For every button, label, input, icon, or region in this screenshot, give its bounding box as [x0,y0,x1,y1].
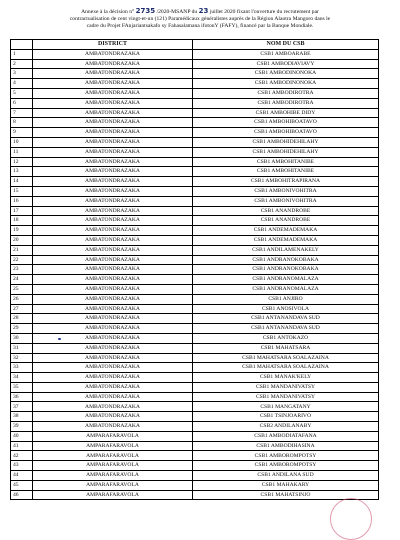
row-csb-name: CSB1 MAHATSARA [193,343,379,353]
decision-day: 23 [198,7,209,15]
row-index: 29 [11,324,33,334]
header-line-2: contractualisation de cent vingt-et-un (121) Paramédicaux généralistes auprès de la Région Alaotra Mangoro dans le [69,16,331,23]
row-csb-name: CSB1 AMBODIHASINA [193,441,379,451]
row-district: AMBATONDRAZAKA [33,196,193,206]
row-district: AMPARAFARAVOLA [33,431,193,441]
row-district: AMBATONDRAZAKA [33,245,193,255]
row-csb-name: CSB1 AMBONIVOHITRA [193,186,379,196]
column-header-index [11,40,33,50]
header-prefix: Annexe à la décision n° [81,9,135,15]
row-district: AMBATONDRAZAKA [33,79,193,89]
row-csb-name: CSB1 MANAK'KELY [193,373,379,383]
table-row [11,235,379,245]
row-csb-name: CSB1 ANTOKAZO [193,333,379,343]
row-index: 4 [11,79,33,89]
row-district: AMBATONDRAZAKA [33,216,193,226]
row-csb-name: CSB1 AMBODIROTRA [193,98,379,108]
row-index: 44 [11,471,33,481]
row-csb-name: CSB1 AMBOHITANIBE [193,167,379,177]
table-row [11,245,379,255]
row-district: AMBATONDRAZAKA [33,284,193,294]
table-row [11,157,379,167]
row-csb-name: CSB1 ANJIRO [193,294,379,304]
csb-table [10,39,379,500]
row-district: AMBATONDRAZAKA [33,304,193,314]
table-row [11,128,379,138]
document-header [10,8,390,31]
row-index: 30 [11,333,33,343]
row-district: AMBATONDRAZAKA [33,392,193,402]
row-district: AMBATONDRAZAKA [33,363,193,373]
row-district: AMPARAFARAVOLA [33,480,193,490]
header-line-3: cadre du Projet FAnjariantsakafo sy Fahasalamana ifotonY (FAFY), financé par la Banque Mondiale. [86,23,314,30]
row-csb-name: CSB1 AMBOHIDEHILAHY [193,147,379,157]
row-district: AMBATONDRAZAKA [33,314,193,324]
row-csb-name: CSB1 AMBOARABE [193,49,379,59]
row-index: 33 [11,363,33,373]
row-district: AMPARAFARAVOLA [33,461,193,471]
header-line-1 [10,8,390,16]
row-index: 31 [11,343,33,353]
row-index: 19 [11,226,33,236]
table-row [11,177,379,187]
row-district: AMBATONDRAZAKA [33,255,193,265]
table-row [11,304,379,314]
row-district: AMBATONDRAZAKA [33,167,193,177]
table-body [11,49,379,500]
row-district: AMBATONDRAZAKA [33,294,193,304]
ink-mark [58,338,61,340]
table-row [11,265,379,275]
table-row [11,167,379,177]
row-index: 37 [11,402,33,412]
table-row [11,275,379,285]
row-district: AMBATONDRAZAKA [33,382,193,392]
row-index: 26 [11,294,33,304]
header-mid: /2020-MSANP du [156,9,198,15]
row-district: AMBATONDRAZAKA [33,49,193,59]
row-csb-name: CSB1 ANANDROBE [193,206,379,216]
table-row [11,402,379,412]
table-row [11,69,379,79]
stamp-seal [330,498,372,540]
row-index: 11 [11,147,33,157]
row-index: 12 [11,157,33,167]
row-district: AMBATONDRAZAKA [33,177,193,187]
row-index: 40 [11,431,33,441]
row-district: AMBATONDRAZAKA [33,147,193,157]
row-csb-name: CSB1 AMBODIAVIAVY [193,59,379,69]
row-csb-name: CSB1 MANGATANY [193,402,379,412]
table-row [11,118,379,128]
row-district: AMBATONDRAZAKA [33,157,193,167]
row-index: 17 [11,206,33,216]
table-row [11,471,379,481]
row-district: AMBATONDRAZAKA [33,265,193,275]
row-csb-name: CSB1 MAHAKARY [193,480,379,490]
row-index: 6 [11,98,33,108]
row-csb-name: CSB1 ANDRANOKOBAKA [193,255,379,265]
row-district: AMBATONDRAZAKA [33,412,193,422]
table-row [11,373,379,383]
table-row [11,382,379,392]
row-index: 3 [11,69,33,79]
row-index: 1 [11,49,33,59]
row-csb-name: CSB1 ANTANANDAVA SUD [193,324,379,334]
table-row [11,206,379,216]
table-row [11,343,379,353]
row-index: 36 [11,392,33,402]
decision-number: 2735 [135,7,156,15]
row-csb-name: CSB1 AMBODIATAFANA [193,431,379,441]
table-row [11,98,379,108]
table-header-row [11,40,379,50]
row-district: AMBATONDRAZAKA [33,128,193,138]
row-csb-name: CSB1 AMBOHIBOATAVO [193,118,379,128]
table-row [11,49,379,59]
row-district: AMBATONDRAZAKA [33,137,193,147]
row-district: AMBATONDRAZAKA [33,59,193,69]
table-row [11,108,379,118]
row-csb-name: CSB1 AMBOROMPOTSY [193,451,379,461]
row-csb-name: CSB1 AMBODIROTRA [193,88,379,98]
table-row [11,363,379,373]
table-row [11,226,379,236]
row-csb-name: CSB1 MAHATSINJO [193,490,379,500]
row-index: 10 [11,137,33,147]
row-csb-name: CSB1 AMBOHIDEHILAHY [193,137,379,147]
table-row [11,196,379,206]
row-csb-name: CSB1 AMBONIVOHITRA [193,196,379,206]
table-row [11,412,379,422]
row-index: 43 [11,461,33,471]
row-district: AMPARAFARAVOLA [33,441,193,451]
row-district: AMPARAFARAVOLA [33,490,193,500]
table-row [11,480,379,490]
table-row [11,314,379,324]
column-header-district: DISTRICT [33,40,193,50]
row-index: 24 [11,275,33,285]
table-row [11,284,379,294]
row-csb-name: CSB1 ANTANANDAVA SUD [193,314,379,324]
row-index: 7 [11,108,33,118]
table-row [11,431,379,441]
row-index: 15 [11,186,33,196]
table-row [11,441,379,451]
row-csb-name: CSB1 AMBOHIBOATAVO [193,128,379,138]
row-district: AMBATONDRAZAKA [33,275,193,285]
row-index: 42 [11,451,33,461]
row-district: AMBATONDRAZAKA [33,206,193,216]
row-index: 34 [11,373,33,383]
row-csb-name: CSB1 ANANDROBE [193,216,379,226]
row-csb-name: CSB1 MANDANIVATSY [193,382,379,392]
row-csb-name: CSB1 ANDEMADEMAKA [193,235,379,245]
row-csb-name: CSB1 AMBOHIBE DIDY [193,108,379,118]
row-index: 8 [11,118,33,128]
row-index: 18 [11,216,33,226]
table-row [11,255,379,265]
row-district: AMBATONDRAZAKA [33,98,193,108]
header-suffix: juillet 2020 fixant l'ouverture du recrutement par [209,9,319,15]
row-district: AMBATONDRAZAKA [33,108,193,118]
row-index: 38 [11,412,33,422]
row-index: 9 [11,128,33,138]
row-index: 16 [11,196,33,206]
row-index: 13 [11,167,33,177]
row-csb-name: CSB2 ANDILANABY [193,422,379,432]
row-district: AMBATONDRAZAKA [33,69,193,79]
table-row [11,186,379,196]
row-index: 41 [11,441,33,451]
row-index: 45 [11,480,33,490]
row-index: 46 [11,490,33,500]
row-csb-name: CSB1 ANDRANOMALAZA [193,284,379,294]
row-district: AMPARAFARAVOLA [33,471,193,481]
row-index: 22 [11,255,33,265]
row-index: 27 [11,304,33,314]
row-csb-name: CSB1 AMBODINONOKA [193,79,379,89]
row-index: 28 [11,314,33,324]
row-csb-name: CSB1 ANDILANA SUD [193,471,379,481]
table-row [11,294,379,304]
row-csb-name: CSB1 AMBOROMPOTSY [193,461,379,471]
table-row [11,147,379,157]
row-district: AMBATONDRAZAKA [33,186,193,196]
table-row [11,422,379,432]
row-csb-name: CSB1 ANDRANOMALAZA [193,275,379,285]
row-index: 14 [11,177,33,187]
table-row [11,79,379,89]
row-district: AMBATONDRAZAKA [33,402,193,412]
row-csb-name: CSB1 AMBODINONOKA [193,69,379,79]
row-district: AMBATONDRAZAKA [33,353,193,363]
row-district: AMBATONDRAZAKA [33,324,193,334]
table-row [11,333,379,343]
row-district: AMBATONDRAZAKA [33,373,193,383]
table-row [11,88,379,98]
table-row [11,137,379,147]
row-csb-name: CSB1 AMBOHITRAPIRANA [193,177,379,187]
row-district: AMBATONDRAZAKA [33,118,193,128]
row-district: AMBATONDRAZAKA [33,343,193,353]
table-row [11,324,379,334]
row-index: 32 [11,353,33,363]
table-row [11,461,379,471]
row-index: 35 [11,382,33,392]
row-csb-name: CSB1 ANDRANOKOBAKA [193,265,379,275]
table-row [11,392,379,402]
row-index: 25 [11,284,33,294]
row-csb-name: CSB1 ANDEMADEMAKA [193,226,379,236]
row-district: AMBATONDRAZAKA [33,88,193,98]
row-csb-name: CSB1 ANDILAMENAKELY [193,245,379,255]
table-row [11,353,379,363]
table-row [11,59,379,69]
row-index: 21 [11,245,33,255]
row-csb-name: CSB1 ANOSIVOLA [193,304,379,314]
row-district: AMBATONDRAZAKA [33,235,193,245]
row-csb-name: CSB1 TSINJOARIVO [193,412,379,422]
table-row [11,216,379,226]
column-header-csb-name: NOM DU CSB [193,40,379,50]
row-csb-name: CSB1 MAHATSARA SOALAZAINA [193,363,379,373]
row-index: 23 [11,265,33,275]
row-district: AMBATONDRAZAKA [33,422,193,432]
row-index: 5 [11,88,33,98]
table-row [11,490,379,500]
row-district: AMPARAFARAVOLA [33,451,193,461]
row-index: 2 [11,59,33,69]
row-index: 20 [11,235,33,245]
row-index: 39 [11,422,33,432]
row-csb-name: CSB1 MANDANIVATSY [193,392,379,402]
row-csb-name: CSB1 AMBOHITANIBE [193,157,379,167]
table-row [11,451,379,461]
row-csb-name: CSB1 MAHATSARA SOALAZAINA [193,353,379,363]
row-district: AMBATONDRAZAKA [33,226,193,236]
row-district: AMBATONDRAZAKA [33,333,193,343]
